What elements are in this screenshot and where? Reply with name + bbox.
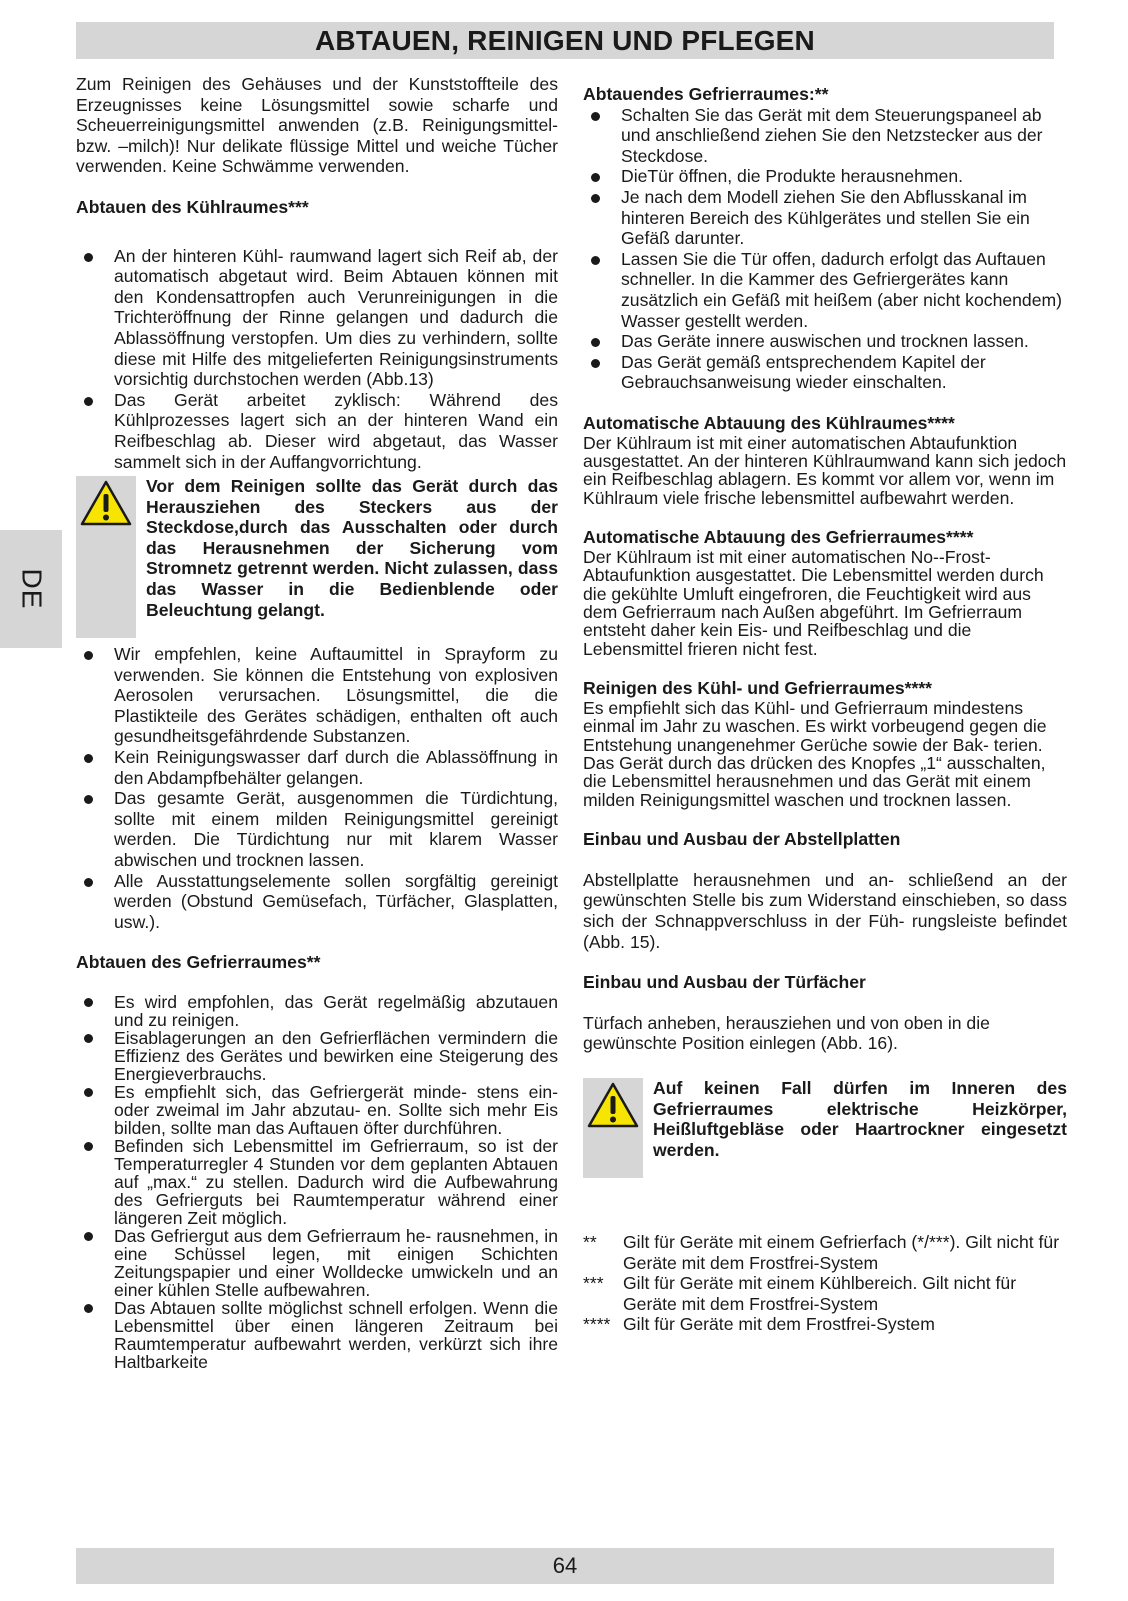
footnote-mark: **** (583, 1314, 611, 1335)
list-item: Alle Ausstattungselemente sollen sorgfältig gereinigt werden (Obstund Gemüsefach, Türfächer, Glasplatten, usw.). (76, 871, 558, 933)
freezer-defrost-list (76, 993, 558, 1371)
cleaning-interior-text: Es empfiehlt sich das Kühl- und Gefrierraum mindestens einmal im Jahr zu waschen. Es wirkt vorbeugend gegen die Entstehung unangenehmer Gerüche sowie der Bak- terien. Das Gerät durch das drücken des Knopfes „1“ ausschalten, die Lebensmittel herausnehmen und das Gerät mit einem milden Reinigungsmittel waschen und trocknen lassen. (583, 697, 1047, 810)
list-item: Das Gefriergut aus dem Gefrierraum he- rausnehmen, in eine Schüssel legen, mit einigen Schichten Zeitungspapier und einer Wolldecke umwickeln und an einer kühlen Stelle aufbewahren. (76, 1227, 558, 1299)
door-shelves-heading: Einbau und Ausbau der Türfächer (583, 972, 866, 993)
door-shelves-text: Türfach anheben, herausziehen und von oben in die gewünschte Position einlegen (Abb. 16). (583, 1012, 990, 1054)
footnote-text: Gilt für Geräte mit einem Gefrierfach (*/***). Gilt nicht für Geräte mit dem Frostfrei-System (623, 1231, 1060, 1273)
warning-box (76, 476, 558, 638)
footnote-text: Gilt für Geräte mit einem Kühlbereich. Gilt nicht für Geräte mit dem Frostfrei-System (623, 1273, 1017, 1314)
list-item: Lassen Sie die Tür offen, dadurch erfolgt das Auftauen schneller. In die Kammer des Gefriergerätes kann zusätzlich ein Gefäß mit heißem (aber nicht kochendem) Wasser gestellt werden. (583, 249, 1067, 331)
cleaning-list (76, 644, 558, 932)
freezer-defrost-steps-list (583, 105, 1067, 393)
list-item: Schalten Sie das Gerät mit dem Steuerungspaneel ab und anschließend ziehen Sie den Netzstecker aus der Steckdose. (583, 105, 1067, 167)
language-tab-label: DE (16, 568, 47, 610)
shelves-heading: Einbau und Ausbau der Abstellplatten (583, 829, 901, 850)
left-column (76, 74, 558, 1371)
list-item: Das Geräte innere auswischen und trocknen lassen. (583, 331, 1067, 352)
list-item: Kein Reinigungswasser darf durch die Ablassöffnung in den Abdampfbehälter gelangen. (76, 747, 558, 788)
page-title: ABTAUEN, REINIGEN UND PFLEGEN (76, 22, 1054, 59)
list-item: DieTür öffnen, die Produkte herausnehmen. (583, 166, 1067, 187)
warning-icon-box (76, 476, 136, 638)
intro-paragraph: Zum Reinigen des Gehäuses und der Kunststoffteile des Erzeugnisses keine Lösungsmittel sowie scharfe und Scheuerreinigungsmittel anwenden (z.B. Reinigungsmittel- bzw. –milch)! Nur delikate flüssige Mittel und weiche Tücher verwenden. Keine Schwämme verwenden. (76, 74, 558, 177)
footnote (583, 1314, 1067, 1335)
warning-text: Vor dem Reinigen sollte das Gerät durch das Herausziehen des Steckers aus der Steckdose,durch das Ausschalten oder durch das Herausnehmen der Sicherung vom Stromnetz getrennt werden. Nicht zulassen, dass das Wasser in die Bedienblende oder Beleuchtung gelangt. (146, 476, 558, 620)
footnote-text: Gilt für Geräte mit dem Frostfrei-System (623, 1314, 935, 1335)
freezer-defrost-heading: Abtauen des Gefrierraumes** (76, 952, 321, 973)
auto-fridge-heading: Automatische Abtauung des Kühlraumes**** (583, 412, 955, 433)
list-item: Das gesamte Gerät, ausgenommen die Türdichtung, sollte mit einem milden Reinigungsmittel gereinigt werden. Die Türdichtung nur mit klarem Wasser abwischen und trocknen lassen. (76, 788, 558, 870)
shelves-text: Abstellplatte herausnehmen und an- schließend an der gewünschten Stelle bis zum Widerstand einschieben, so dass sich der Schnappverschluss in der Füh- rungsleiste befindet (Abb. 15). (583, 869, 1067, 952)
footnote-mark: *** (583, 1273, 604, 1294)
list-item: Je nach dem Modell ziehen Sie den Abflusskanal im hinteren Bereich des Kühlgerätes und stellen Sie ein Gefäß darunter. (583, 187, 1067, 249)
warning-text: Auf keinen Fall dürfen im Inneren des Gefrierraumes elektrische Heizkörper, Heißluftgebläse oder Haartrockner eingesetzt werden. (653, 1077, 1067, 1160)
warning-icon-box (583, 1078, 643, 1178)
fridge-defrost-list (76, 246, 558, 473)
auto-freezer-text: Der Kühlraum ist mit einer automatischen No--Frost-Abtaufunktion ausgestattet. Die Lebensmittel werden durch die gekühlte Umluft eingefroren, die Feuchtigkeit wird aus dem Gefrierraum nach Außen abgeführt. Im Gefrierraum entsteht daher kein Eis- und Reifbeschlag und die Lebensmittel frieren nicht fest. (583, 546, 1044, 659)
list-item: Das Abtauen sollte möglichst schnell erfolgen. Wenn die Lebensmittel über einen längeren Zeitraum bei Raumtemperatur aufbewahrt werden, verkürzt sich ihre Haltbarkeite (76, 1299, 558, 1371)
list-item: Eisablagerungen an den Gefrierflächen vermindern die Effizienz des Gerätes und bewirken eine Steigerung des Energieverbrauchs. (76, 1029, 558, 1083)
auto-freezer-heading: Automatische Abtauung des Gefrierraumes**** (583, 527, 974, 548)
page-number: 64 (76, 1548, 1054, 1584)
footnote (583, 1232, 1067, 1273)
cleaning-interior-heading: Reinigen des Kühl- und Gefrierraumes**** (583, 678, 933, 699)
auto-fridge-text: Der Kühlraum ist mit einer automatischen Abtaufunktion ausgestattet. An der hinteren Kühlraumwand kann sich jedoch ein Reifbeschlag ablagern. Es kommt vor allem vor, wenn im Kühlraum viele frische lebensmittel aufbewahrt werden. (583, 432, 1067, 508)
list-item: Es wird empfohlen, das Gerät regelmäßig abzutauen und zu reinigen. (76, 993, 558, 1029)
right-column (583, 74, 1067, 1335)
fridge-defrost-heading: Abtauen des Kühlraumes*** (76, 196, 309, 217)
list-item: Das Gerät gemäß entsprechendem Kapitel der Gebrauchsanweisung wieder einschalten. (583, 352, 1067, 393)
language-tab (0, 530, 62, 648)
list-item: Befinden sich Lebensmittel im Gefrierraum, so ist der Temperaturregler 4 Stunden vor dem geplanten Abtauen auf „max.“ zu stellen. Dadurch wird die Aufbewahrung des Gefrierguts bei Raumtemperatur während einer längeren Zeit möglich. (76, 1137, 558, 1227)
footnote-mark: ** (583, 1231, 597, 1252)
list-item: An der hinteren Kühl- raumwand lagert sich Reif ab, der automatisch abgetaut wird. Beim Abtauen können mit den Kondensattropfen auch Verunreinigungen in die Trichteröffnung der Rinne gelangen und dadurch die Ablassöffnung verstopfen. Um dies zu verhindern, sollte diese mit Hilfe des mitgelieferten Reinigungsinstruments vorsichtig durchstochen werden (Abb.13) (76, 246, 558, 390)
list-item: Das Gerät arbeitet zyklisch: Während des Kühlprozesses lagert sich an der hinteren Wand ein Reifbeschlag ab. Dieser wird abgetaut, das Wasser sammelt sich in der Auffangvorrichtung. (76, 390, 558, 472)
freezer-defrost-steps-heading: Abtauendes Gefrierraumes:** (583, 84, 829, 104)
warning-triangle-icon (80, 480, 132, 526)
footnote (583, 1273, 1067, 1314)
list-item: Es empfiehlt sich, das Gefriergerät minde- stens ein- oder zweimal im Jahr abzutau- en. Sollte sich mehr Eis bilden, sollte man das Auftauen öfter durchführen. (76, 1083, 558, 1137)
warning-box (583, 1078, 1067, 1178)
footnotes (583, 1232, 1067, 1335)
list-item: Wir empfehlen, keine Auftaumittel in Sprayform zu verwenden. Sie können die Entstehung von explosiven Aerosolen verursachen. Lösungsmittel, die die Plastikteile des Gerätes schädigen, enthalten oft auch gesundheitsgefährdende Substanzen. (76, 644, 558, 747)
warning-triangle-icon (587, 1082, 639, 1128)
